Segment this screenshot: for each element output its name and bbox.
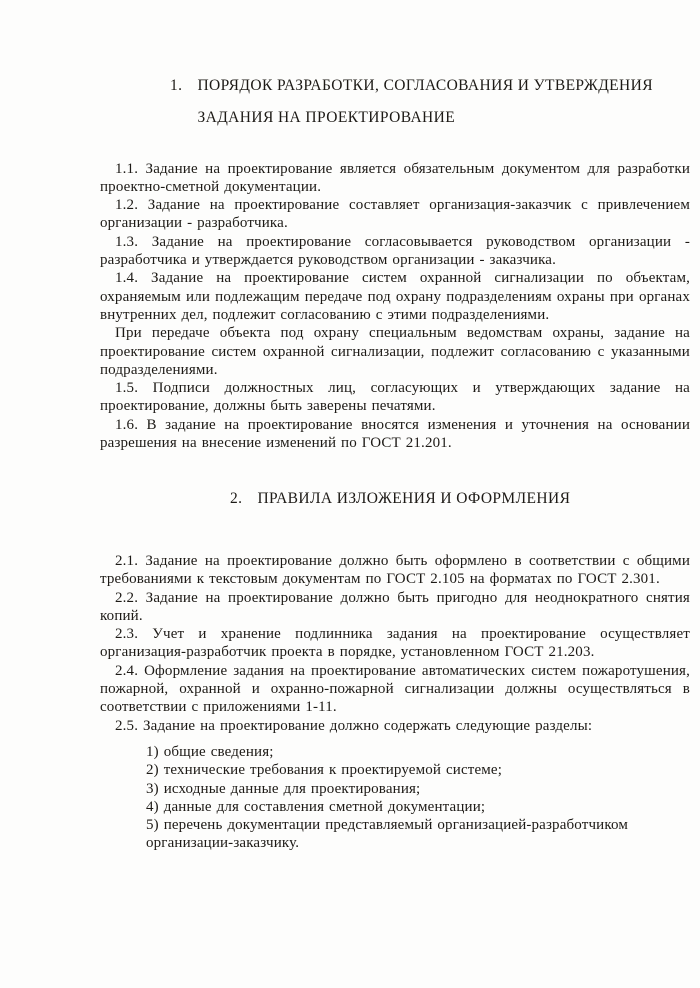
section-2-body — [100, 552, 690, 853]
paragraph-1-5: 1.5. Подписи должностных лиц, согласующих и утверждающих задание на проектирование, должны быть заверены печатями. — [100, 380, 690, 415]
paragraph-1-4: 1.4. Задание на проектирование систем охранной сигнализации по объектам, охраняемым или подлежащим передаче под охрану подразделениям охраны при органах внутренних дел, подлежит согласованию с этими подразделениями. — [100, 270, 690, 323]
section-1-number: 1. — [170, 77, 183, 94]
section-2-number: 2. — [230, 490, 243, 508]
list-item-4: 4) данные для составления сметной документации; — [146, 798, 486, 815]
section-1-title — [197, 70, 677, 134]
list-item-5: 5) перечень документации представляемый организацией-разработчиком организации-заказчику. — [146, 817, 629, 852]
section-1-heading — [170, 70, 690, 134]
section-2-heading — [230, 488, 690, 510]
list-item-1: 1) общие сведения; — [146, 743, 274, 760]
section-2-list — [146, 743, 646, 853]
paragraph-2-3: 2.3. Учет и хранение подлинника задания на проектирование осуществляет организация-разработчик проекта в порядке, установленном ГОСТ 21.203. — [100, 626, 690, 661]
section-1-body — [100, 160, 690, 453]
paragraph-2-2: 2.2. Задание на проектирование должно быть пригодно для неоднократного снятия копий. — [100, 589, 690, 624]
list-item-2: 2) технические требования к проектируемой системе; — [146, 762, 503, 779]
paragraph-2-4: 2.4. Оформление задания на проектирование автоматических систем пожаротушения, пожарной, охранной и охранно-пожарной сигнализации должны осуществляться в соответствии с приложениями 1-11. — [100, 662, 690, 716]
paragraph-2-1: 2.1. Задание на проектирование должно быть оформлено в соответствии с общими требованиями к текстовым документам по ГОСТ 2.105 на форматах по ГОСТ 2.301. — [100, 552, 690, 588]
paragraph-1-2: 1.2. Задание на проектирование составляет организация-заказчик с привлечением организации - разработчика. — [100, 197, 690, 232]
section-1-title-line-2: ЗАДАНИЯ НА ПРОЕКТИРОВАНИЕ — [197, 108, 456, 126]
paragraph-1-6: 1.6. В задание на проектирование вносятся изменения и уточнения на основании разрешения на внесение изменений по ГОСТ 21.201. — [100, 416, 690, 451]
paragraph-1-1: 1.1. Задание на проектирование является обязательным документом для разработки проектно-сметной документации. — [100, 160, 690, 195]
section-1-title-line-1: ПОРЯДОК РАЗРАБОТКИ, СОГЛАСОВАНИЯ И УТВЕРЖДЕНИЯ — [197, 77, 653, 94]
section-2-title: ПРАВИЛА ИЗЛОЖЕНИЯ И ОФОРМЛЕНИЯ — [257, 490, 571, 508]
list-item-3: 3) исходные данные для проектирования; — [146, 780, 421, 797]
paragraph-1-3: 1.3. Задание на проектирование согласовывается руководством организации - разработчика и утверждается руководством организации - заказчика. — [100, 233, 690, 269]
paragraph-2-5: 2.5. Задание на проектирование должно содержать следующие разделы: — [115, 717, 593, 734]
paragraph-1-4-note: При передаче объекта под охрану специальным ведомствам охраны, задание на проектирование систем охранной сигнализации, подлежит согласованию с указанными подразделениями. — [100, 325, 690, 378]
